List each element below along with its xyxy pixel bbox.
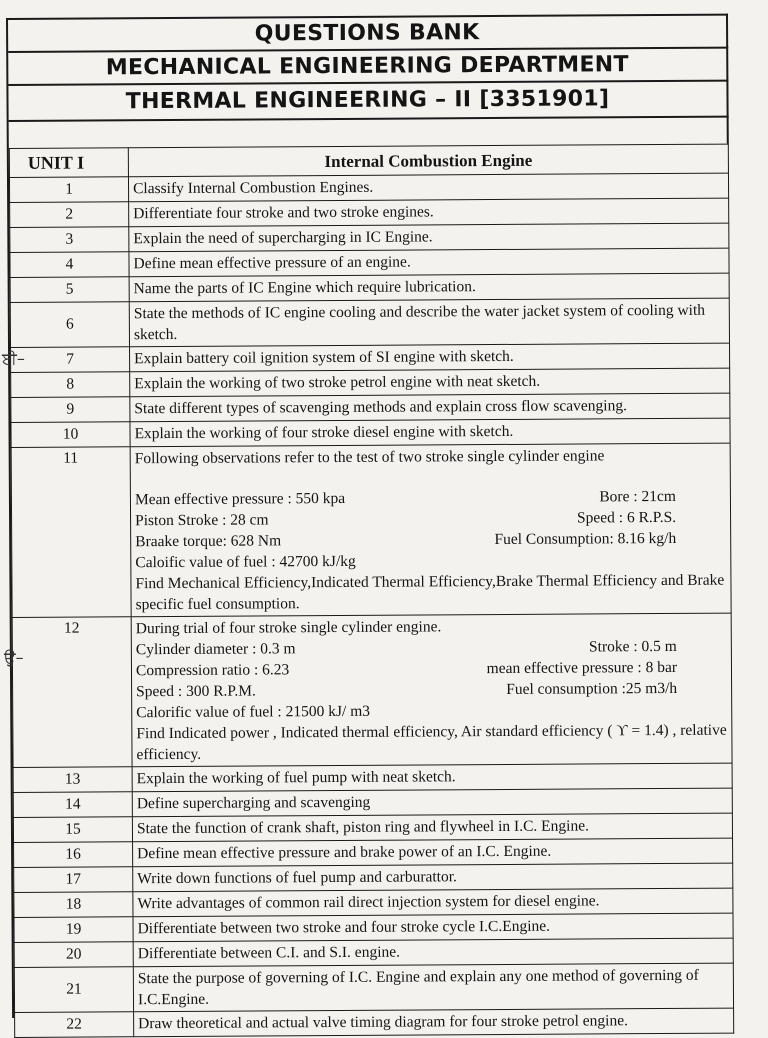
numerical-question-row <box>12 613 732 767</box>
given-left: Speed : 300 R.P.M. <box>136 682 256 701</box>
question-text <box>131 613 732 767</box>
given-right: mean effective pressure : 8 bar <box>486 658 678 678</box>
given-right: Fuel Consumption: 8.16 kg/h <box>494 529 677 549</box>
numerical-question-row <box>11 443 731 617</box>
question-row <box>15 1008 734 1037</box>
department-title: MECHANICAL ENGINEERING DEPARTMENT <box>8 47 728 85</box>
question-text: State the purpose of governing of I.C. Engine and explain any one method of governing of I.C.Engine. <box>133 963 733 1012</box>
question-number: 21 <box>14 967 133 1013</box>
question-number: 17 <box>14 867 133 893</box>
question-text: State the methods of IC engine cooling and describe the water jacket system of cooling with sketch. <box>129 298 729 347</box>
question-number: 2 <box>10 202 129 228</box>
given-left: Compression ratio : 6.23 <box>135 661 290 680</box>
question-text: Explain battery coil ignition system of SI engine with sketch. <box>130 343 730 372</box>
given-calorific: Caloific value of fuel : 42700 kJ/kg <box>135 552 356 572</box>
given-left: Braake torque: 628 Nm <box>135 532 282 551</box>
question-row <box>14 963 733 1012</box>
question-number: 12 <box>12 617 132 768</box>
question-text: State different types of scavenging methods and explain cross flow scavenging. <box>130 393 730 422</box>
margin-mark-2: ਉ– <box>4 648 24 667</box>
question-number: 1 <box>9 177 128 203</box>
question-number: 11 <box>11 447 131 618</box>
unit-label: UNIT I <box>9 148 128 178</box>
question-number: 16 <box>14 842 133 868</box>
question-number: 20 <box>14 942 133 968</box>
given-right: Bore : 21cm <box>599 487 676 506</box>
given-right: Fuel consumption :25 m3/h <box>506 679 678 698</box>
question-number: 18 <box>14 892 133 918</box>
header-gap <box>9 116 729 148</box>
question-text: Write down functions of fuel pump and carburattor. <box>133 863 733 892</box>
question-intro: During trial of four stroke single cylinder engine. <box>135 618 442 638</box>
question-find: Find Indicated power , Indicated thermal efficiency, Air standard efficiency ( ϒ = 1.4) , relative efficiency. <box>136 721 727 764</box>
given-right: Speed : 6 R.P.S. <box>576 508 677 527</box>
question-text: Differentiate four stroke and two stroke engines. <box>129 198 729 227</box>
given-calorific: Calorific value of fuel : 21500 kJ/ m3 <box>136 702 371 722</box>
question-text: Explain the working of two stroke petrol engine with neat sketch. <box>130 368 730 397</box>
question-text: Classify Internal Combustion Engines. <box>128 173 728 202</box>
given-left: Piston Stroke : 28 cm <box>135 511 269 530</box>
question-text: Define mean effective pressure and brake power of an I.C. Engine. <box>133 838 733 867</box>
question-text: Differentiate between two stroke and four stroke cycle I.C.Engine. <box>133 913 733 942</box>
question-number: 8 <box>11 372 130 398</box>
doc-title: QUESTIONS BANK <box>8 14 728 52</box>
question-number: 4 <box>10 252 129 278</box>
question-number: 6 <box>10 302 129 348</box>
question-text: Explain the working of fuel pump with neat sketch. <box>132 763 732 792</box>
margin-mark-1: ਈ– <box>2 349 25 368</box>
question-text: Name the parts of IC Engine which require lubrication. <box>129 273 729 302</box>
question-text: Explain the working of four stroke diesel engine with sketch. <box>130 418 730 447</box>
question-number: 3 <box>10 227 129 253</box>
question-find: Find Mechanical Efficiency,Indicated Thermal Efficiency,Brake Thermal Efficiency and Brake specific fuel consumption. <box>135 571 725 614</box>
given-left: Mean effective pressure : 550 kpa <box>134 489 346 509</box>
question-number: 13 <box>13 767 132 793</box>
question-text: Define mean effective pressure of an engine. <box>129 248 729 277</box>
question-bank-sheet <box>6 14 734 1033</box>
question-number: 22 <box>15 1012 134 1038</box>
given-data-line <box>136 678 727 703</box>
given-right: Stroke : 0.5 m <box>588 637 677 656</box>
question-number: 9 <box>11 397 130 423</box>
question-text <box>130 443 731 617</box>
given-left: Cylinder diameter : 0.3 m <box>135 640 296 659</box>
question-text: State the function of crank shaft, piston ring and flywheel in I.C. Engine. <box>132 813 732 842</box>
unit-title: Internal Combustion Engine <box>128 144 728 177</box>
question-text: Define supercharging and scavenging <box>132 788 732 817</box>
question-number: 15 <box>13 817 132 843</box>
question-text: Draw theoretical and actual valve timing diagram for four stroke petrol engine. <box>134 1008 734 1037</box>
question-text: Write advantages of common rail direct injection system for diesel engine. <box>133 888 733 917</box>
question-number: 7 <box>11 347 130 373</box>
question-number: 10 <box>11 422 130 448</box>
question-text: Explain the need of supercharging in IC Engine. <box>129 223 729 252</box>
question-intro: Following observations refer to the test of two stroke single cylinder engine <box>134 447 605 468</box>
question-row <box>10 298 729 347</box>
question-number: 19 <box>14 917 133 943</box>
given-data-line <box>135 528 726 553</box>
unit-header-row <box>9 144 728 177</box>
questions-table <box>9 144 734 1038</box>
subject-title: THERMAL ENGINEERING – II [3351901] <box>8 80 728 122</box>
question-number: 5 <box>10 277 129 303</box>
question-text: Differentiate between C.I. and S.I. engine. <box>133 938 733 967</box>
question-number: 14 <box>13 792 132 818</box>
